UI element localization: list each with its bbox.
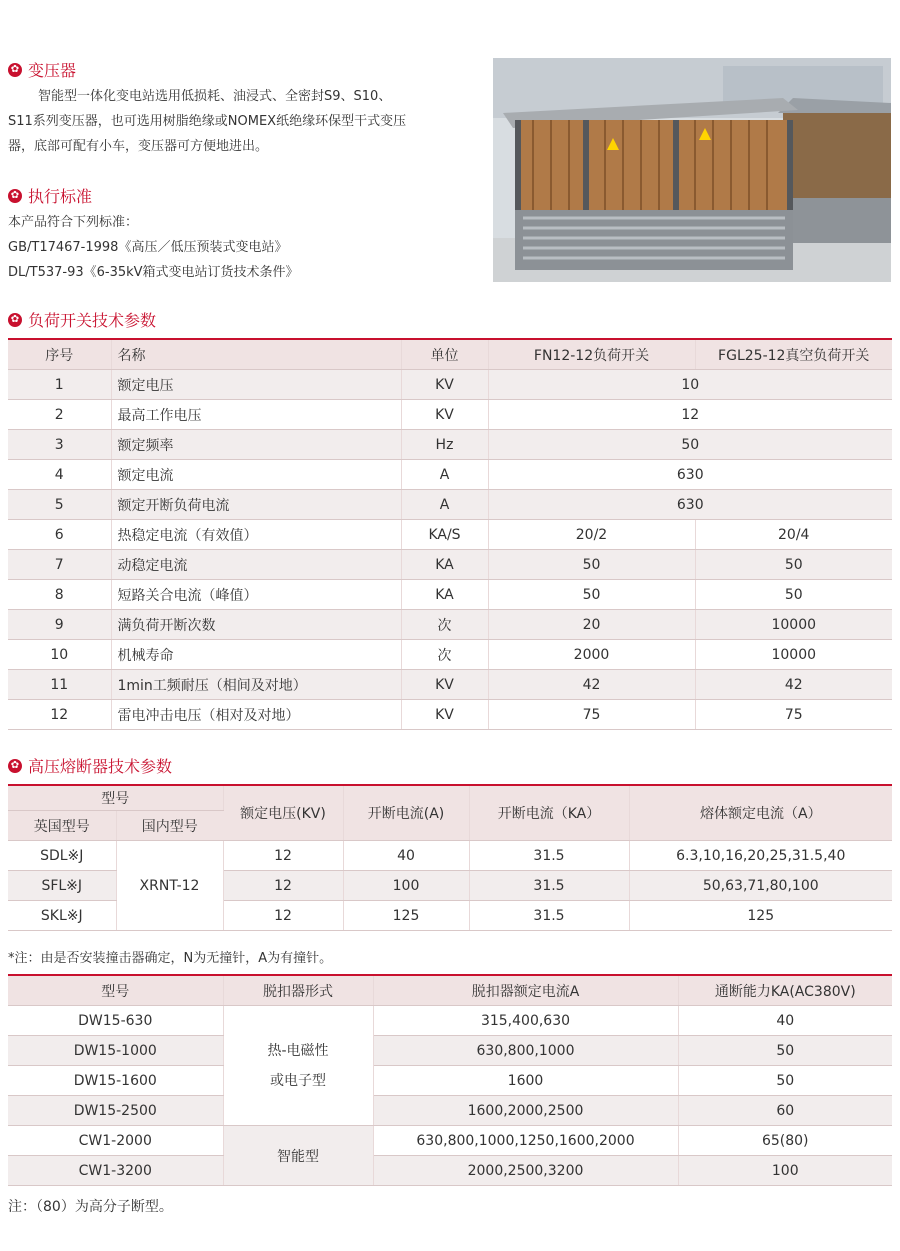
- table-row: DW15-630 热-电磁性 或电子型 315,400,630 40: [8, 1006, 892, 1036]
- standards-list: 本产品符合下列标准： GB/T17467-1998《高压／低压预装式变电站》 DL/T537-93《6-35kV箱式变电站订货技术条件》: [8, 215, 299, 280]
- section-title-transformer: ✿ 变压器: [8, 58, 76, 81]
- star-icon: ✿: [8, 313, 22, 327]
- transformer-description: 智能型一体化变电站选用低损耗、油浸式、全密封S9、S10、 S11系列变压器，也可选用树脂绝缘或NOMEX纸绝缘环保型干式变压 器，底部可配有小车，变压器可方便地进出。: [8, 89, 407, 154]
- star-icon: ✿: [8, 759, 22, 773]
- table-row: DW15-2500 1600,2000,2500 60: [8, 1096, 892, 1126]
- table-row: 4 额定电流 A 630: [8, 460, 892, 490]
- load-switch-table: [8, 338, 892, 730]
- table-header-row: 英国型号 国内型号: [8, 811, 892, 841]
- table-row: SKL※J 12 125 31.5 125: [8, 901, 892, 931]
- table-row: 10 机械寿命 次 2000 10000: [8, 640, 892, 670]
- table-row: 11 1min工频耐压（相间及对地） KV 42 42: [8, 670, 892, 700]
- table-row: 3 额定频率 Hz 50: [8, 430, 892, 460]
- table-row: DW15-1600 1600 50: [8, 1066, 892, 1096]
- table-row: 1 额定电压 KV 10: [8, 370, 892, 400]
- table-row: 2 最高工作电压 KV 12: [8, 400, 892, 430]
- table-row: CW1-3200 2000,2500,3200 100: [8, 1156, 892, 1186]
- table-row: 5 额定开断负荷电流 A 630: [8, 490, 892, 520]
- fuse-table: [8, 784, 892, 931]
- section-title-fuse: ✿ 高压熔断器技术参数: [8, 754, 172, 777]
- table-row: 8 短路关合电流（峰值） KA 50 50: [8, 580, 892, 610]
- table-row: CW1-2000 智能型 630,800,1000,1250,1600,2000 65(80): [8, 1126, 892, 1156]
- table-row: 6 热稳定电流（有效值） KA/S 20/2 20/4: [8, 520, 892, 550]
- table-header-row: 型号 脱扣器形式 脱扣器额定电流A 通断能力KA(AC380V): [8, 975, 892, 1006]
- table-header-row: 型号 额定电压(KV) 开断电流(A) 开断电流（KA） 熔体额定电流（A）: [8, 785, 892, 811]
- section-title-load-switch: ✿ 负荷开关技术参数: [8, 308, 156, 331]
- breaker-note: 注：（80）为高分子断型。: [8, 1199, 173, 1215]
- star-icon: ✿: [8, 63, 22, 77]
- table-row: 9 满负荷开断次数 次 20 10000: [8, 610, 892, 640]
- table-row: 12 雷电冲击电压（相对及对地） KV 75 75: [8, 700, 892, 730]
- table-header-row: 序号 名称 单位 FN12-12负荷开关 FGL25-12真空负荷开关: [8, 339, 892, 370]
- table-row: DW15-1000 630,800,1000 50: [8, 1036, 892, 1066]
- fuse-note: *注：由是否安装撞击器确定，N为无撞针，A为有撞针。: [8, 951, 333, 966]
- trip-type-thermal: 热-电磁性 或电子型: [223, 1006, 373, 1126]
- substation-photo: [493, 58, 891, 282]
- breaker-table: [8, 974, 892, 1186]
- section-title-standards: ✿ 执行标准: [8, 184, 92, 207]
- table-row: SDL※J XRNT-12 12 40 31.5 6.3,10,16,20,25,31.5,40: [8, 841, 892, 871]
- table-row: SFL※J 12 100 31.5 50,63,71,80,100: [8, 871, 892, 901]
- table-row: 7 动稳定电流 KA 50 50: [8, 550, 892, 580]
- star-icon: ✿: [8, 189, 22, 203]
